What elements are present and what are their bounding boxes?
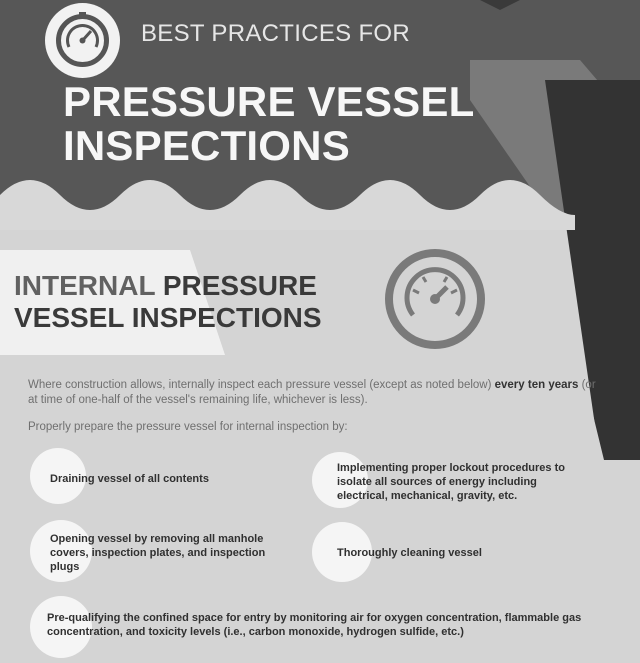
section-title-part2: PRESSURE bbox=[162, 270, 317, 301]
intro-text-after: (or at time of one-half of the vessel's remaining life, whichever is less). bbox=[28, 379, 596, 406]
intro-text-before: Where construction allows, internally inspect each pressure vessel (except as noted below) bbox=[28, 379, 492, 391]
header-kicker: BEST PRACTICES FOR bbox=[141, 20, 411, 47]
header-gauge-badge bbox=[45, 3, 120, 78]
list-item: Opening vessel by removing all manhole covers, inspection plates, and inspection plugs bbox=[50, 533, 266, 573]
intro-paragraph bbox=[28, 378, 598, 408]
gauge-icon bbox=[45, 3, 120, 78]
section-title-part3: VESSEL INSPECTIONS bbox=[14, 302, 322, 333]
page-title: PRESSURE VESSEL INSPECTIONS bbox=[63, 78, 474, 169]
section-title bbox=[14, 270, 334, 334]
intro-emphasis: every ten years bbox=[494, 379, 579, 391]
list-item: Thoroughly cleaning vessel bbox=[337, 547, 482, 559]
gauge-icon bbox=[383, 247, 487, 351]
section-title-part1: INTERNAL bbox=[14, 270, 156, 301]
prep-heading: Properly prepare the pressure vessel for internal inspection by: bbox=[28, 421, 348, 433]
list-item: Pre-qualifying the confined space for entry by monitoring air for oxygen concentration, flammable gas concentration, and toxicity levels (i.e., carbon monoxide, hydrogen sulfide, etc.) bbox=[47, 612, 582, 638]
list-item: Draining vessel of all contents bbox=[50, 473, 209, 485]
list-item: Implementing proper lockout procedures to isolate all sources of energy including electrical, mechanical, gravity, etc. bbox=[337, 462, 565, 502]
